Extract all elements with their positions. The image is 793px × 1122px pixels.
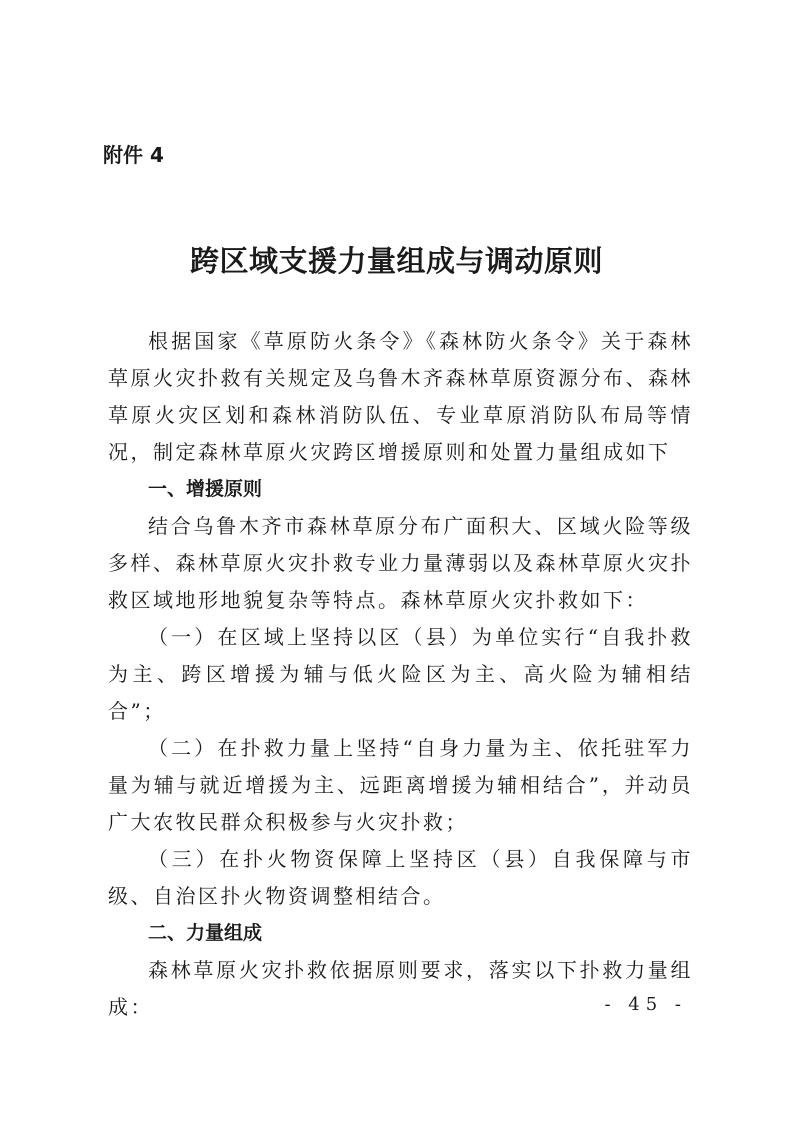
section-heading-forces: 二、力量组成 — [148, 922, 263, 944]
paragraph-principle-1: （一）在区域上坚持以区（县）为单位实行“自我扑救为主、跨区增援为辅与低火险区为主、高火险为辅相结合”； — [108, 625, 693, 723]
attachment-label: 附件 4 — [103, 143, 164, 167]
paragraph-forces-intro: 森林草原火灾扑救依据原则要求，落实以下扑救力量组成： — [108, 958, 693, 1019]
section-heading-principles: 一、增援原则 — [148, 478, 263, 500]
paragraph-principles-intro: 结合乌鲁木齐市森林草原分布广面积大、区域火险等级多样、森林草原火灾扑救专业力量薄弱以及森林草原火灾扑救区域地形地貌复杂等特点。森林草原火灾扑救如下： — [108, 514, 693, 612]
document-title: 跨区域支援力量组成与调动原则 — [189, 244, 603, 278]
document-body — [108, 323, 693, 1026]
paragraph-principle-3: （三）在扑火物资保障上坚持区（县）自我保障与市级、自治区扑火物资调整相结合。 — [108, 847, 693, 908]
paragraph-principle-2: （二）在扑救力量上坚持“自身力量为主、依托驻军力量为辅与就近增援为主、远距离增援为辅相结合”，并动员广大农牧民群众积极参与火灾扑救； — [108, 736, 693, 834]
paragraph-intro: 根据国家《草原防火条令》《森林防火条令》关于森林草原火灾扑救有关规定及乌鲁木齐森林草原资源分布、森林草原火灾区划和森林消防队伍、专业草原消防队布局等情况，制定森林草原火灾跨区增援原则和处置力量组成如下 — [108, 329, 693, 464]
page-number: - 45 - — [604, 994, 687, 1015]
